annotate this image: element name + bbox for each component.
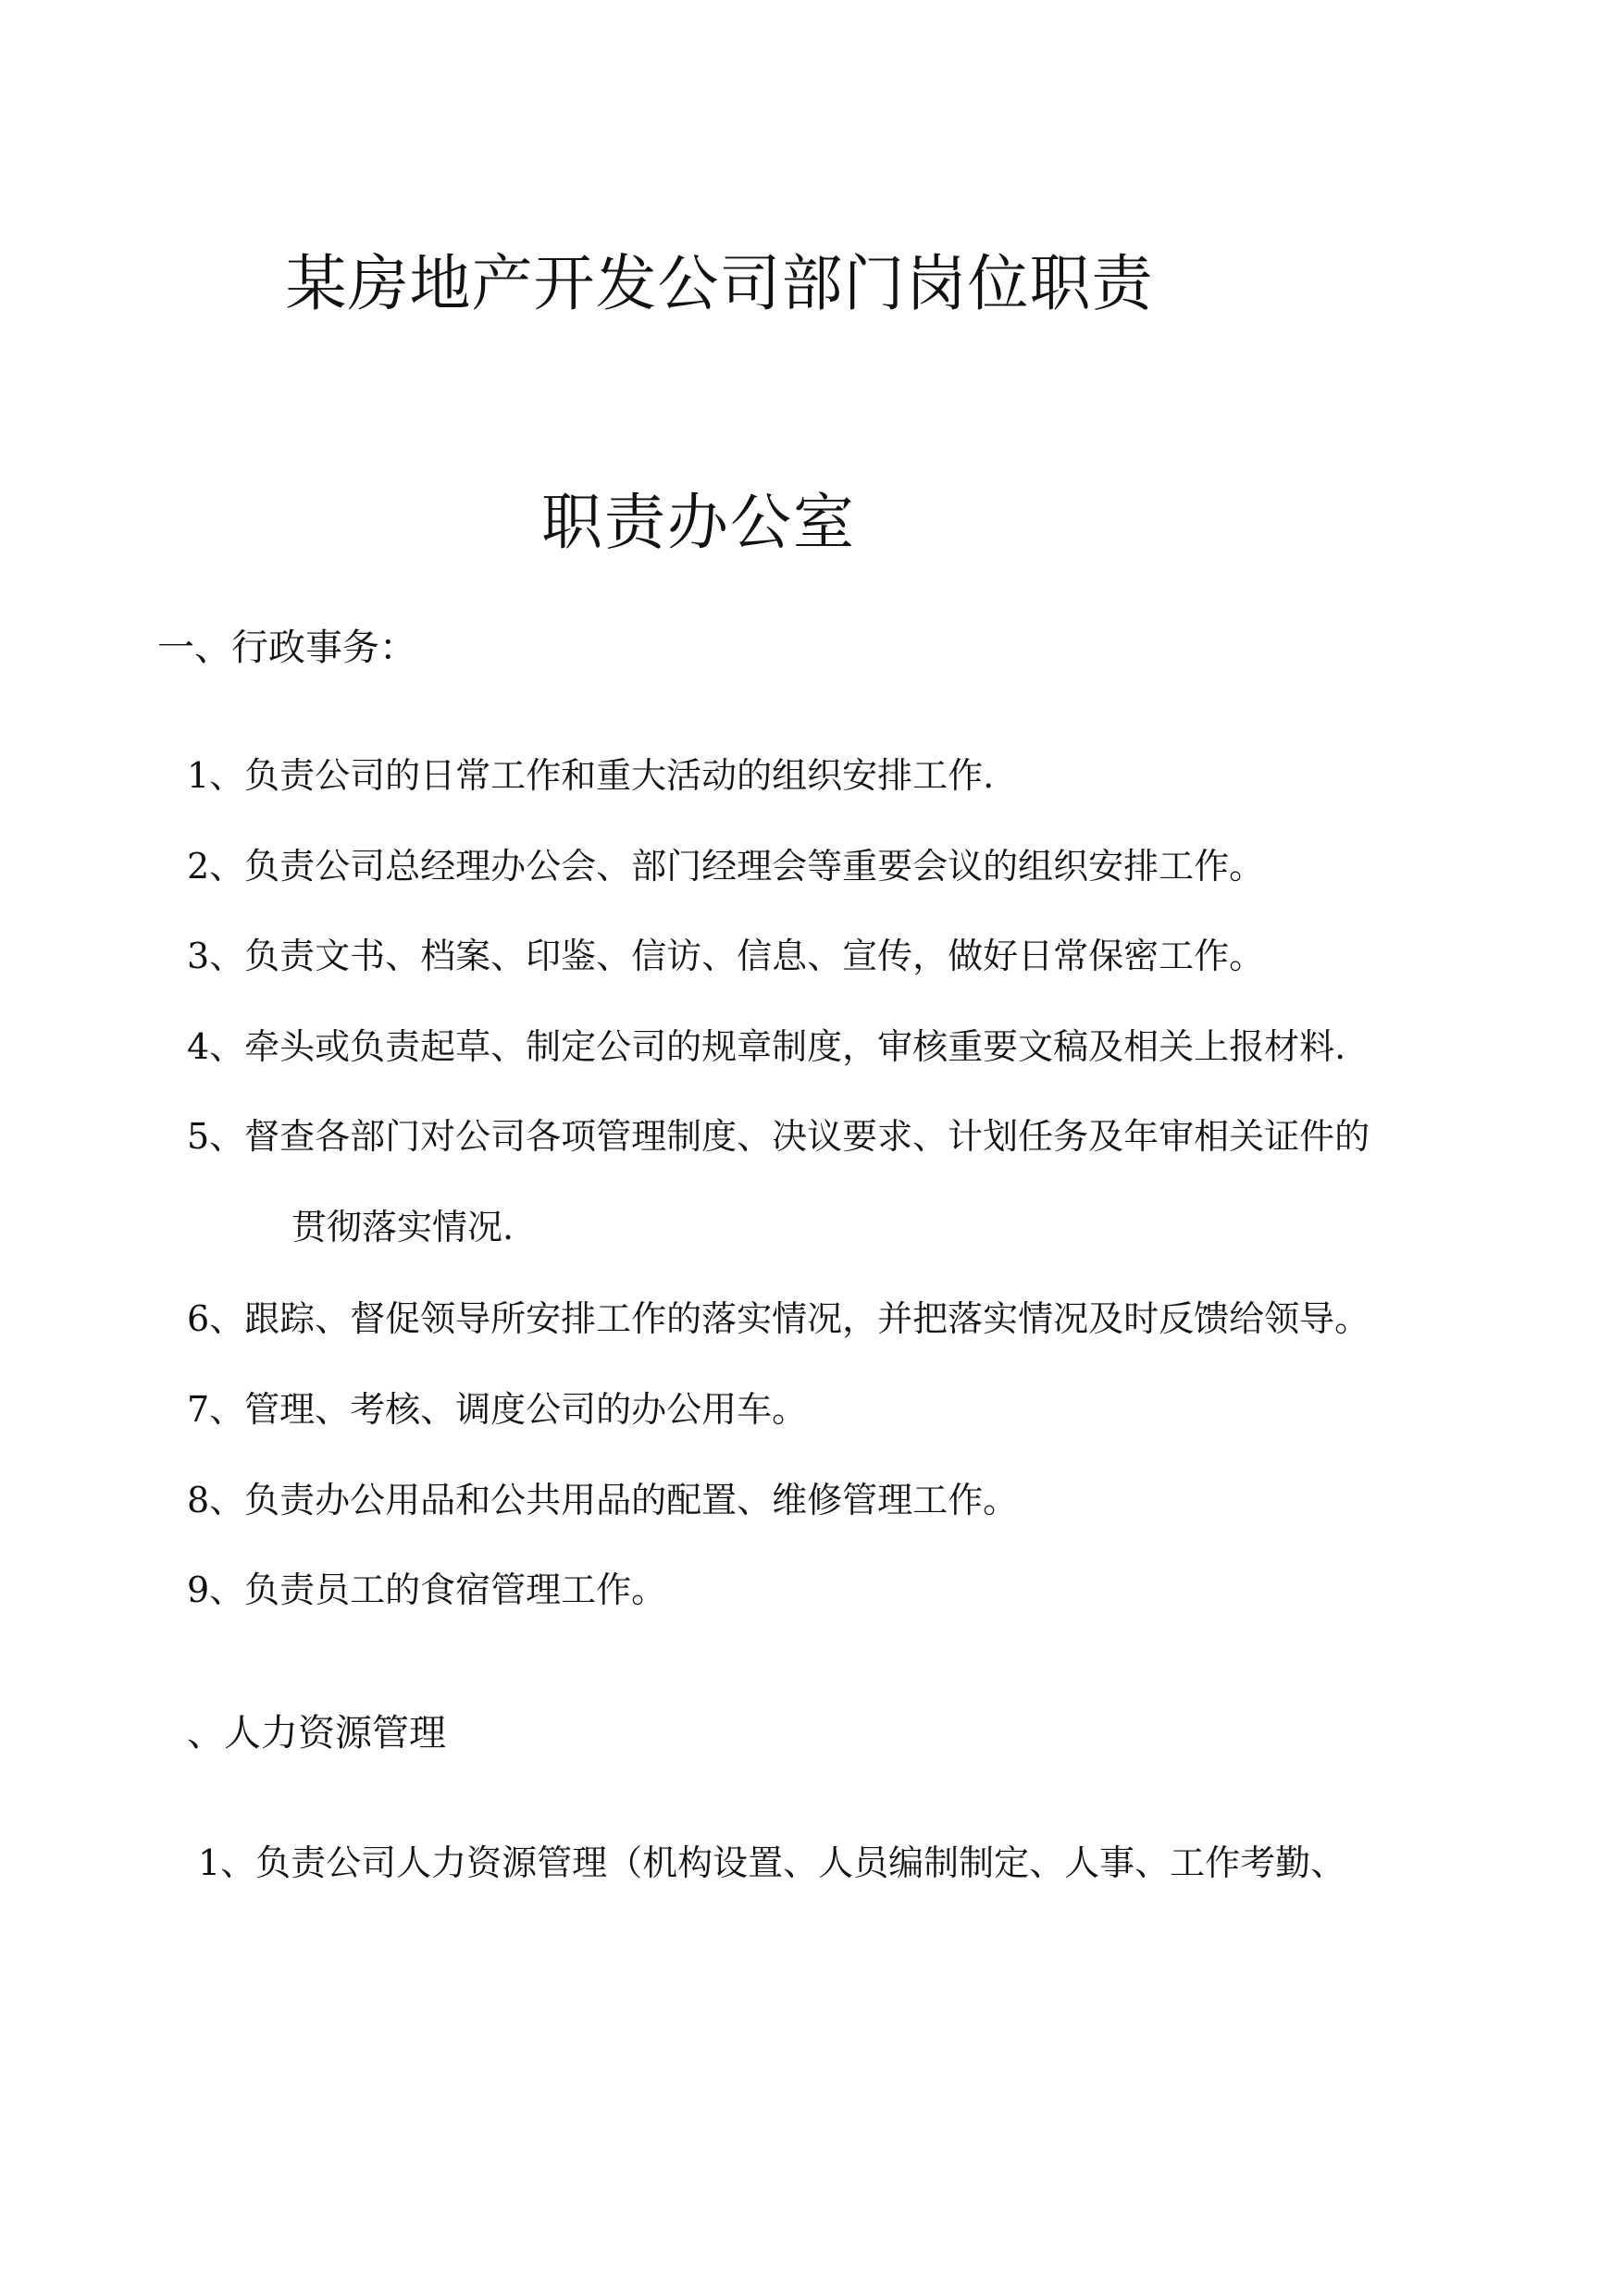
list-item: 7、管理、考核、调度公司的办公用车。: [187, 1389, 808, 1430]
list-item: 9、负责员工的食宿管理工作。: [187, 1569, 667, 1610]
list-item-continuation: 贯彻落实情况.: [291, 1207, 514, 1247]
list-item: 4、牵头或负责起草、制定公司的规章制度，审核重要文稿及相关上报材料.: [187, 1026, 1346, 1067]
list-item: 2、负责公司总经理办公会、部门经理会等重要会议的组织安排工作。: [187, 846, 1265, 887]
document-subtitle: 职责办公室: [541, 487, 856, 558]
section-heading-admin: 一、行政事务：: [157, 626, 416, 669]
section-heading-hr: 、人力资源管理: [187, 1712, 446, 1755]
list-item: 6、跟踪、督促领导所安排工作的落实情况，并把落实情况及时反馈给领导。: [187, 1298, 1370, 1339]
list-item: 1、负责公司人力资源管理（机构设置、人员编制制定、人事、工作考勤、: [198, 1842, 1346, 1883]
document-title: 某房地产开发公司部门岗位职责: [285, 248, 1154, 319]
list-item: 8、负责办公用品和公共用品的配置、维修管理工作。: [187, 1480, 1019, 1520]
list-item: 1、负责公司的日常工作和重大活动的组织安排工作.: [187, 755, 995, 796]
list-item: 5、督查各部门对公司各项管理制度、决议要求、计划任务及年审相关证件的: [187, 1116, 1370, 1157]
list-item: 3、负责文书、档案、印鉴、信访、信息、宣传，做好日常保密工作。: [187, 936, 1265, 976]
